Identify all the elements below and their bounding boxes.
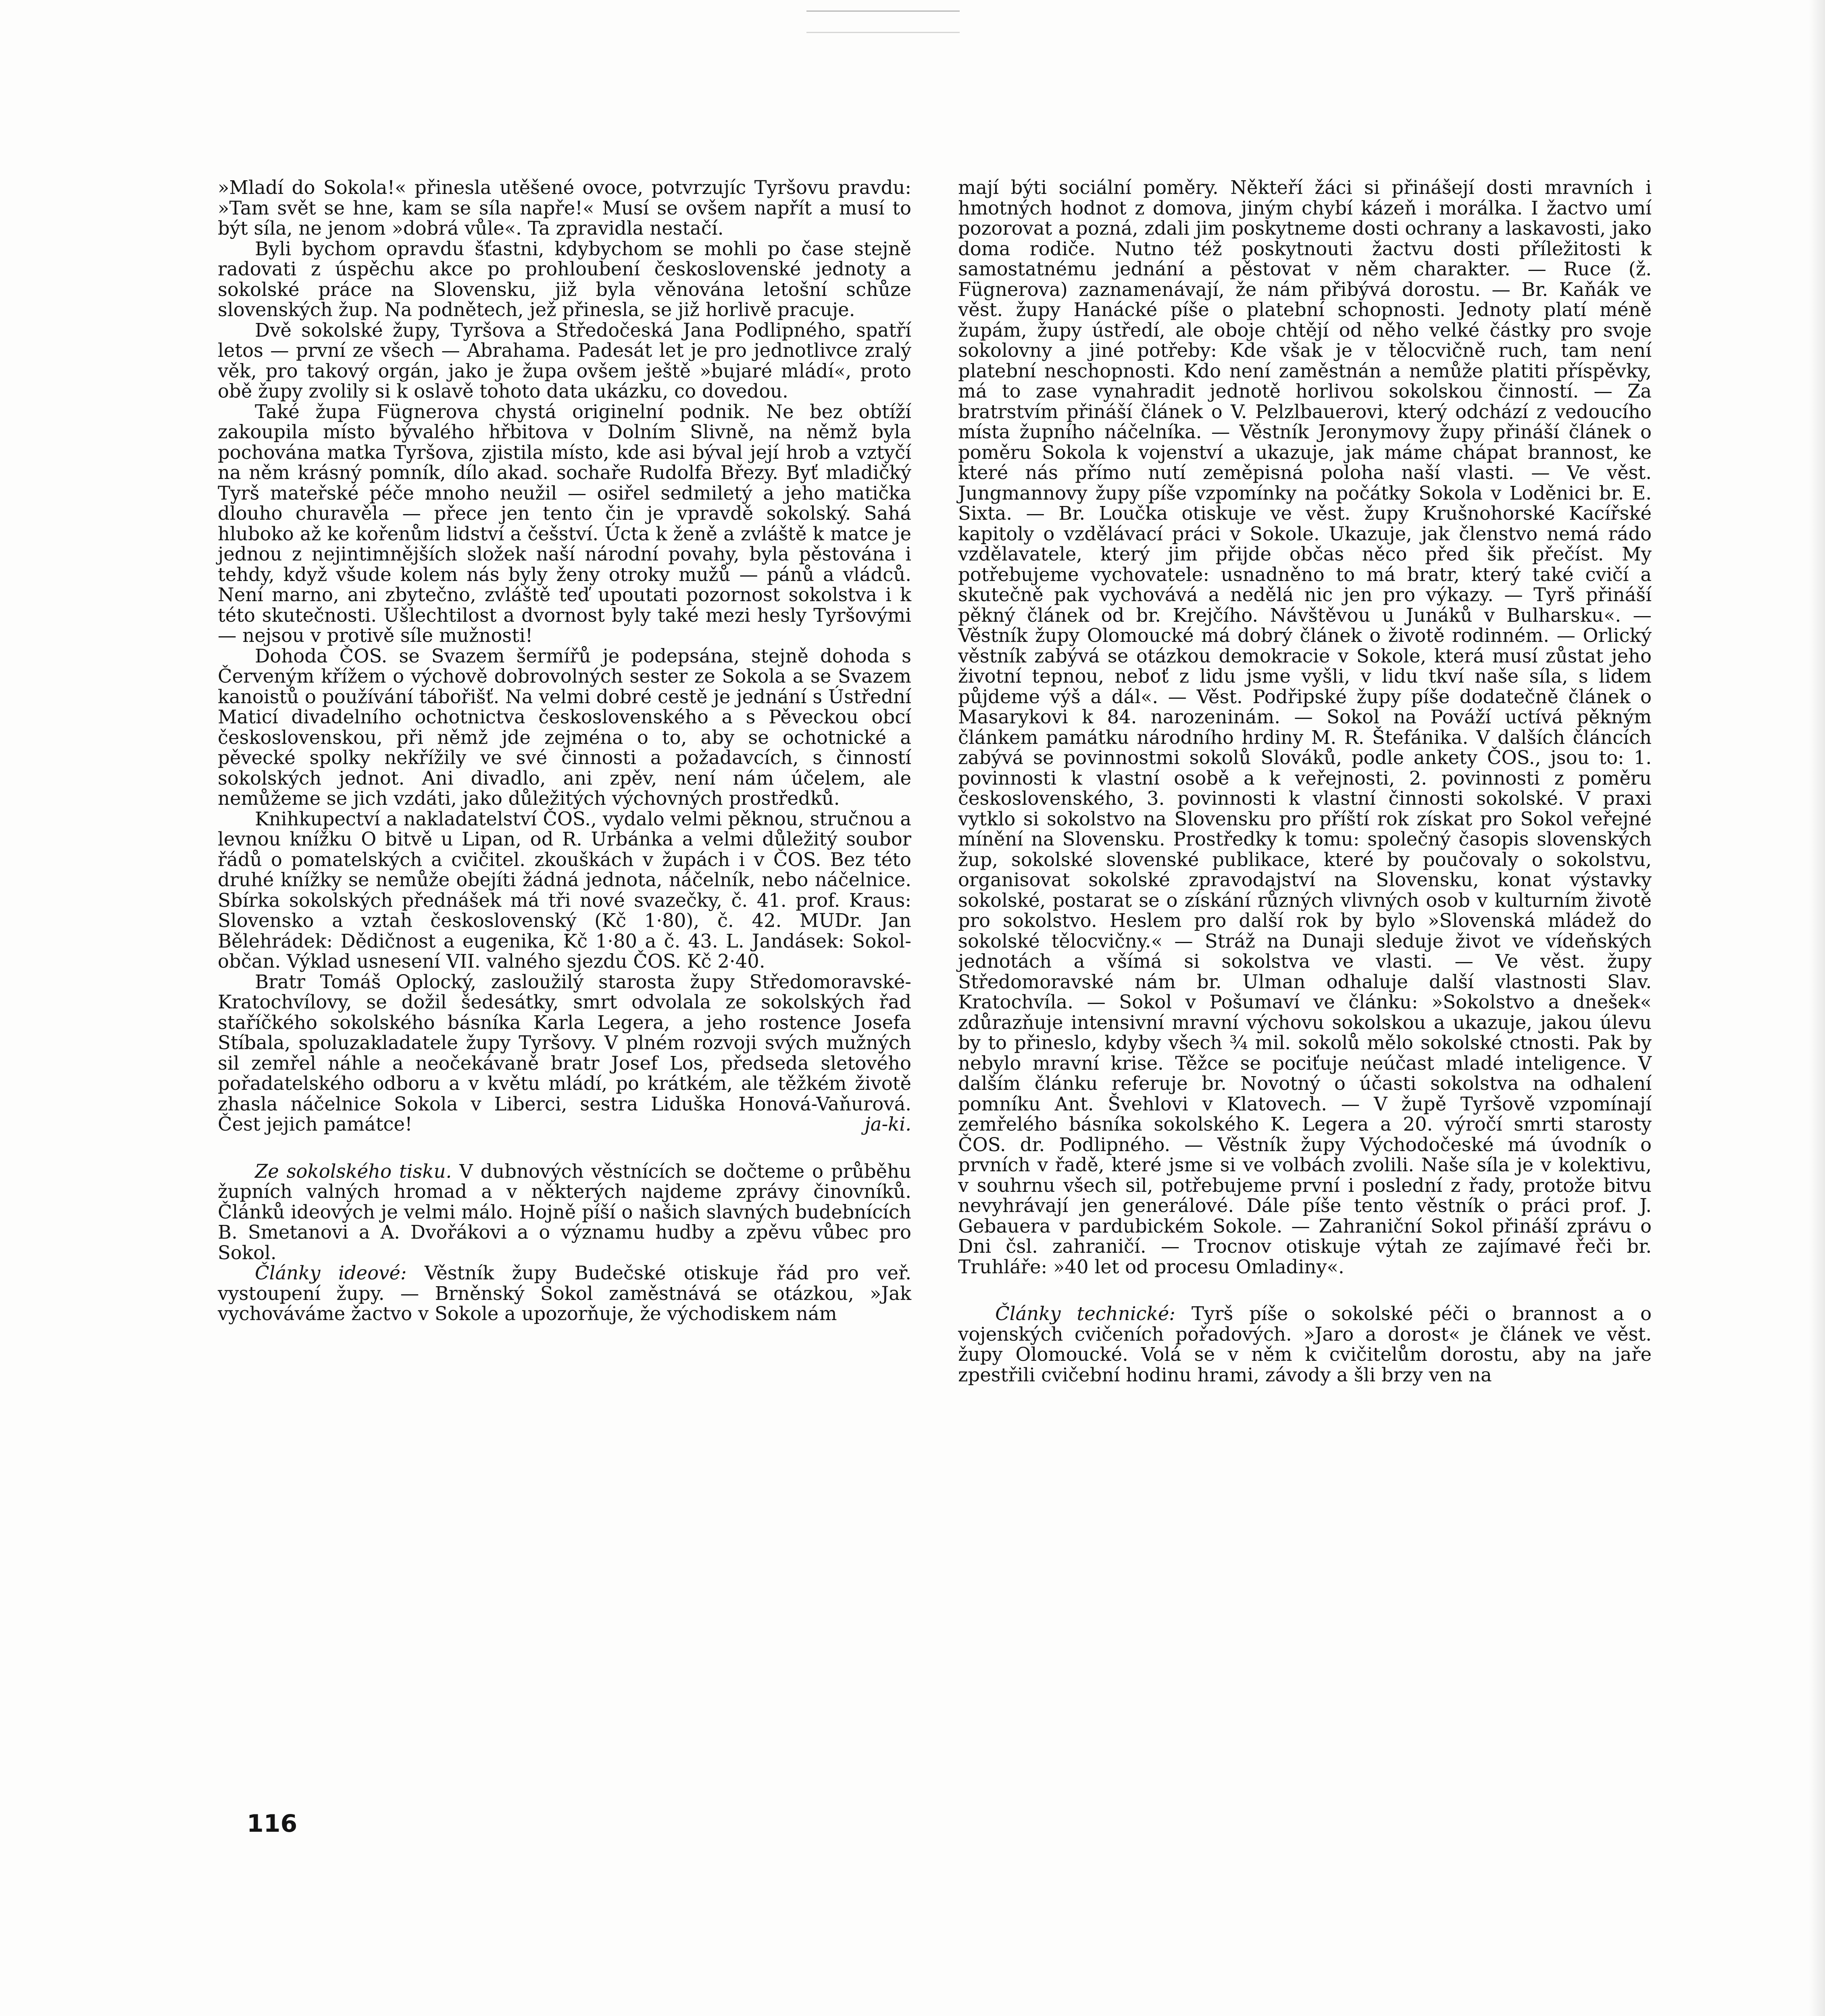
paragraph: Dohoda ČOS. se Svazem šermířů je podepsána, stejně dohoda s Červeným křížem o výchově dobrovolných sester ze Sokola a se Svazem kanoistů o používání tábořišť. Na velmi dobré cestě je jednání s Ústřední Maticí divadelního ochotnictva československého a s Pěveckou obcí československou, při němž jde zejména o to, aby se ochotnické a pěvecké spolky nekřížily ve své činnosti a požadavcích, s činností sokolských jednot. Ani divadlo, ani zpěv, není nám účelem, ale nemůžeme se jich vzdáti, jako důležitých výchovných prostředků.	[218, 645, 911, 809]
section-heading: Články ideové:	[255, 1262, 407, 1284]
paragraph: Také župa Fügnerova chystá originelní podnik. Ne bez obtíží zakoupila místo bývalého hřbitova v Dolním Slivně, na němž byla pochována matka Tyršova, zjistila místo, kde asi býval její hrob a vztyčí na něm krásný pomník, dílo akad. sochaře Rudolfa Březy. Byť mladičký Tyrš mateřské péče mnoho neužil — osiřel sedmiletý a jeho matička dlouho churavěla — přece jen tento čin je vpravdě sokolský. Sahá hluboko až ke kořenům lidství a češství. Úcta k ženě a zvláště k matce je jednou z nejintimnějších složek naší národní povahy, byla pěstována i tehdy, když všude kolem nás byly ženy otroky mužů — pánů a vládců. Není marno, ani zbytečno, zvláště teď upoutati pozornost sokolstva i k této skutečnosti. Ušlechtilost a dvornost byly také mezi hesly Tyršovými — nejsou v protivě síle mužnosti!	[218, 400, 911, 646]
section-heading: Články technické:	[995, 1303, 1175, 1325]
paragraph-text: Bratr Tomáš Oplocký, zasloužilý starosta župy Středomoravské-Kratochvílovy, se dožil šedesátky, smrt odvolala ze sokolských řad staříčkého sokolského básníka Karla Legera, a jeho rostence Josefa Stíbala, spoluzakladatele župy Tyršovy. V plném rozvoji svých mužných sil zemřel náhle a neočekávaně bratr Josef Los, předseda sletového pořadatelského odboru a v květu mládí, po krátkém, ale těžkém životě zhasla náčelnice Sokola v Liberci, sestra Liduška Honová-Vaňurová. Čest jejich památce!	[218, 971, 911, 1135]
page-number: 116	[247, 1810, 298, 1838]
scan-edge-shadow	[1809, 0, 1825, 2016]
scan-artifact	[806, 10, 960, 33]
right-column	[958, 177, 1652, 1385]
paragraph: Dvě sokolské župy, Tyršova a Středočeská Jana Podlipného, spatří letos — první ze všech — Abrahama. Padesát let je pro jednotlivce zralý věk, pro takový orgán, jako je župa ovšem ještě »bujaré mládí«, proto obě župy zvolily si k oslavě tohoto data ukázku, co dovedou.	[218, 319, 911, 402]
paragraph: mají býti sociální poměry. Někteří žáci si přinášejí dosti mravních i hmotných hodnot z domova, jiným chybí kázeň i morálka. I žactvo umí pozorovat a pozná, zdali jim poskytneme dosti ochrany a laskavosti, jako doma rodiče. Nutno též poskytnouti žactvu dosti příležitosti k samostatnému jednání a pěstovat v něm charakter. — Ruce (ž. Fügnerova) zaznamenávají, že nám přibývá dorostu. — Br. Kaňák ve věst. župy Hanácké píše o platební schopnosti. Jednoty platí méně župám, župy ústředí, ale oboje chtějí od něho velké částky pro svoje sokolovny a jiné potřeby: Kde však je v tělocvičně ruch, tam není platební neschopnosti. Kdo není zaměstnán a nemůže platiti příspěvky, má to zase vynahradit jednotě horlivou sokolskou činností. — Za bratrstvím přináší článek o V. Pelzlbauerovi, který odchází z vedoucího místa župního náčelníka. — Věstník Jeronymovy župy přináší článek o poměru Sokola k vojenství a ukazuje, jak máme chápat brannost, ke které nás přímo nutí zeměpisná poloha naší vlasti. — Ve věst. Jungmannovy župy píše vzpomínky na počátky Sokola v Loděnici br. E. Sixta. — Br. Loučka otiskuje ve věst. župy Krušnohorské Kacířské kapitoly o vzdělávací práci v Sokole. Ukazuje, jak členstvo nemá rádo vzdělavatele, který jim přijde občas něco před šik přečíst. My potřebujeme vychovatele: usnadněno to má bratr, který také cvičí a skutečně pak vychovává a nedělá nic jen pro výkazy. — Tyrš přináší pěkný článek od br. Krejčího. Návštěvou u Junáků v Bulharsku«. — Věstník župy Olomoucké má dobrý článek o životě rodinném. — Orlický věstník zabývá se otázkou demokracie v Sokole, která musí zůstat jeho životní tepnou, neboť z lidu jsme vyšli, v lidu tkví naše síla, s lidem půjdeme výš a dál«. — Věst. Podřipské župy píše dodatečně článek o Masarykovi k 84. narozeninám. — Sokol na Pováží uctívá pěkným článkem památku národního hrdiny M. R. Štefánika. V dalších článcích zabývá se povinnostmi sokolů Slováků, podle ankety ČOS., jsou to: 1. povinnosti k vlastní osobě a k veřejnosti, 2. povinnosti z poměru československého, 3. povinnosti k vlastní činnosti sokolské. V praxi vytklo si sokolstvo na Slovensku pro příští rok získat pro Sokol veřejné mínění na Slovensku. Prostředky k tomu: společný časopis slovenských žup, sokolské slovenské publikace, které by poučovaly o sokolstvu, organisovat sokolské zpravodajství na Slovensku, konat výstavky sokolské, postarat se o získání různých vlivných osob v kulturním životě pro sokolstvo. Heslem pro další rok by bylo »Slovenská mládež do sokolské tělocvičny.« — Stráž na Dunaji sleduje život ve vídeňských jednotách a všímá si sokolstva ve vlasti. — Ve věst. župy Středomoravské nám br. Ulman odhaluje další vlastnosti Slav. Kratochvíla. — Sokol v Pošumaví ve článku: »Sokolstvo a dnešek« zdůrazňuje intensivní mravní výchovu sokolskou a ukazuje, jakou úlevu by to přineslo, kdyby všech ¾ mil. sokolů mělo sokolské ctnosti. Pak by nebylo mravní krise. Těžce se pociťuje neúčast mladé inteligence. V dalším článku referuje br. Novotný o účasti sokolstva na odhalení pomníku Ant. Švehlovi v Klatovech. — V župě Tyršově vzpomínají zemřelého básníka sokolského K. Legera a 20. výročí smrti starosty ČOS. dr. Podlipného. — Věstník župy Východočeské má úvodník o prvních v řadě, které jsme si ve volbách zvolili. Naše síla je v kolektivu, v souhrnu všech sil, potřebujeme první i poslední z řady, protože bitvu nevyhrávají jen generálové. Dále píše tento věstník o práci prof. J. Gebauera v pardubickém Sokole. — Zahraniční Sokol přináší zprávu o Dni čsl. zahraničí. — Trocnov otiskuje výtah ze zajímavé řeči br. Truhláře: »40 let od procesu Omladiny«.	[958, 177, 1652, 1278]
paragraph	[218, 1263, 911, 1324]
paragraph	[958, 1304, 1652, 1385]
paragraph	[218, 1161, 911, 1263]
paragraph-text: Věstník župy Budečské otiskuje řád pro veř. vystoupení župy. — Brněnský Sokol zaměstnává se otázkou, »Jak vychováváme žactvo v Sokole a upozorňuje, že východiskem nám	[218, 1262, 911, 1325]
author-signature: ja-ki.	[865, 1113, 911, 1135]
paragraph: Byli bychom opravdu šťastni, kdybychom se mohli po čase stejně radovati z úspěchu akce po prohloubení československé jednoty a sokolské práce na Slovensku, již byla věnována letošní schůze slovenských žup. Na podnětech, jež přinesla, se již horlivě pracuje.	[218, 237, 911, 321]
paragraph-text: Tyrš píše o sokolské péči o brannost a o vojenských cvičeních pořadových. »Jaro a dorost« je článek ve věst. župy Olomoucké. Volá se v něm k cvičitelům dorostu, aby na jaře zpestřili cvičební hodinu hrami, závody a šli brzy ven na	[958, 1303, 1652, 1386]
paragraph: Knihkupectví a nakladatelství ČOS., vydalo velmi pěknou, stručnou a levnou knížku O bitvě u Lipan, od R. Urbánka a velmi důležitý soubor řádů o pomatelských a cvičitel. zkouškách v župách i v ČOS. Bez této druhé knížky se nemůže obejíti žádná jednota, náčelník, nebo náčelnice. Sbírka sokolských přednášek má tři nové svazečky, č. 41. prof. Kraus: Slovensko a vztah československý (Kč 1·80), č. 42. MUDr. Jan Bělehrádek: Dědičnost a eugenika, Kč 1·80 a č. 43. L. Jandásek: Sokol-občan. Výklad usnesení VII. valného sjezdu ČOS. Kč 2·40.	[218, 808, 911, 972]
paragraph: »Mladí do Sokola!« přinesla utěšené ovoce, potvrzujíc Tyršovu pravdu: »Tam svět se hne, kam se síla napře!« Musí se ovšem napřít a musí to být síla, ne jenom »dobrá vůle«. Ta zpravidla nestačí.	[218, 177, 911, 239]
left-column	[218, 177, 911, 1324]
section-heading: Ze sokolského tisku.	[255, 1160, 452, 1182]
paragraph-text: V dubnových věstnících se dočteme o průběhu župních valných hromad a v některých najdeme zprávy činovníků. Článků ideových je velmi málo. Hojně píší o našich slavných budebnících B. Smetanovi a A. Dvořákovi a o významu hudby a zpěvu vůbec pro Sokol.	[218, 1160, 912, 1264]
paragraph	[218, 972, 911, 1135]
